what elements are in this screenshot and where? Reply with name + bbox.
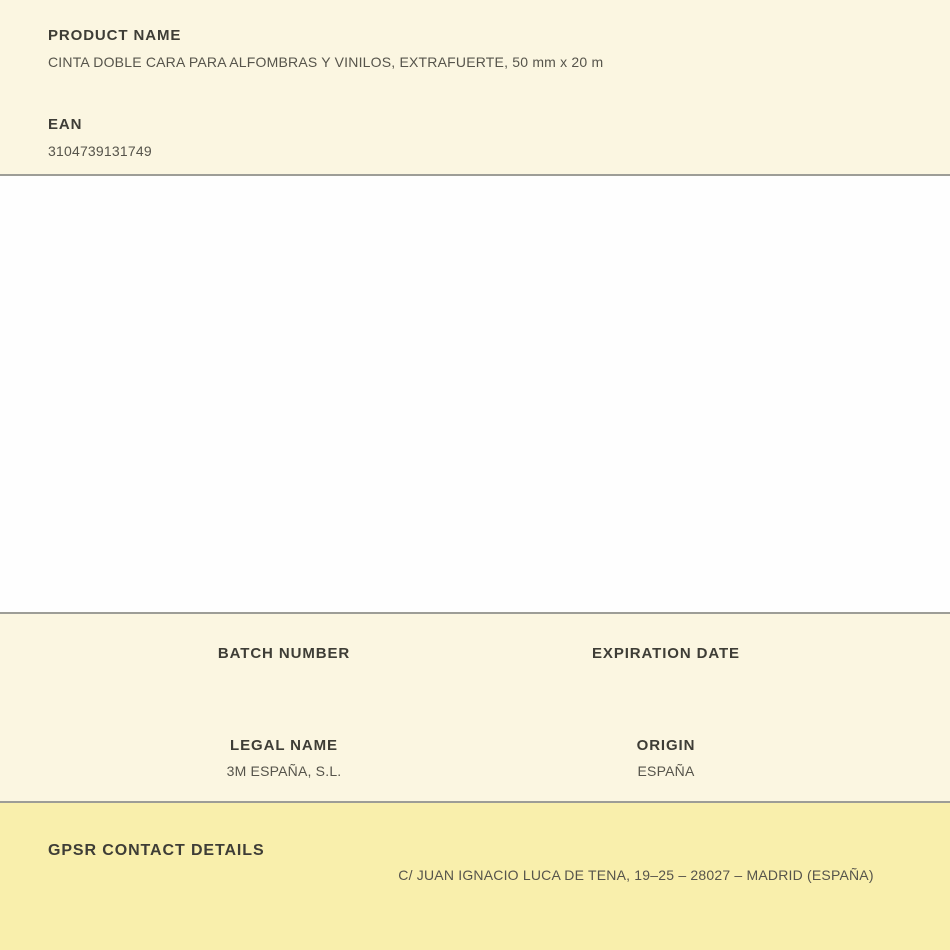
legal-name-value: 3M ESPAÑA, S.L. [226, 763, 342, 779]
gpsr-contact-label: GPSR CONTACT DETAILS [48, 842, 265, 859]
details-row-1 [93, 644, 857, 689]
legal-name-label: LEGAL NAME [230, 737, 338, 754]
gpsr-contact-address: C/ JUAN IGNACIO LUCA DE TENA, 19–25 – 28027 – MADRID (ESPAÑA) [398, 867, 874, 883]
product-name-value: CINTA DOBLE CARA PARA ALFOMBRAS Y VINILOS, EXTRAFUERTE, 50 mm x 20 m [48, 54, 604, 70]
origin-value: ESPAÑA [637, 763, 695, 779]
details-row-2 [93, 736, 857, 781]
details-section [0, 614, 950, 801]
expiration-date-cell [475, 644, 857, 689]
ean-block [48, 115, 902, 161]
header-section [0, 0, 950, 174]
product-name-block [48, 26, 902, 72]
batch-number-label: BATCH NUMBER [217, 645, 351, 662]
origin-label: ORIGIN [636, 737, 696, 754]
product-image-area [0, 176, 950, 612]
legal-name-cell [93, 736, 475, 781]
batch-number-cell [93, 644, 475, 689]
product-name-label: PRODUCT NAME [48, 27, 182, 44]
ean-value: 3104739131749 [48, 143, 152, 159]
expiration-date-label: EXPIRATION DATE [592, 645, 740, 662]
expiration-date-value [475, 670, 857, 689]
ean-label: EAN [48, 116, 83, 133]
batch-number-value [93, 670, 475, 689]
origin-cell [475, 736, 857, 781]
gpsr-section [0, 803, 950, 950]
